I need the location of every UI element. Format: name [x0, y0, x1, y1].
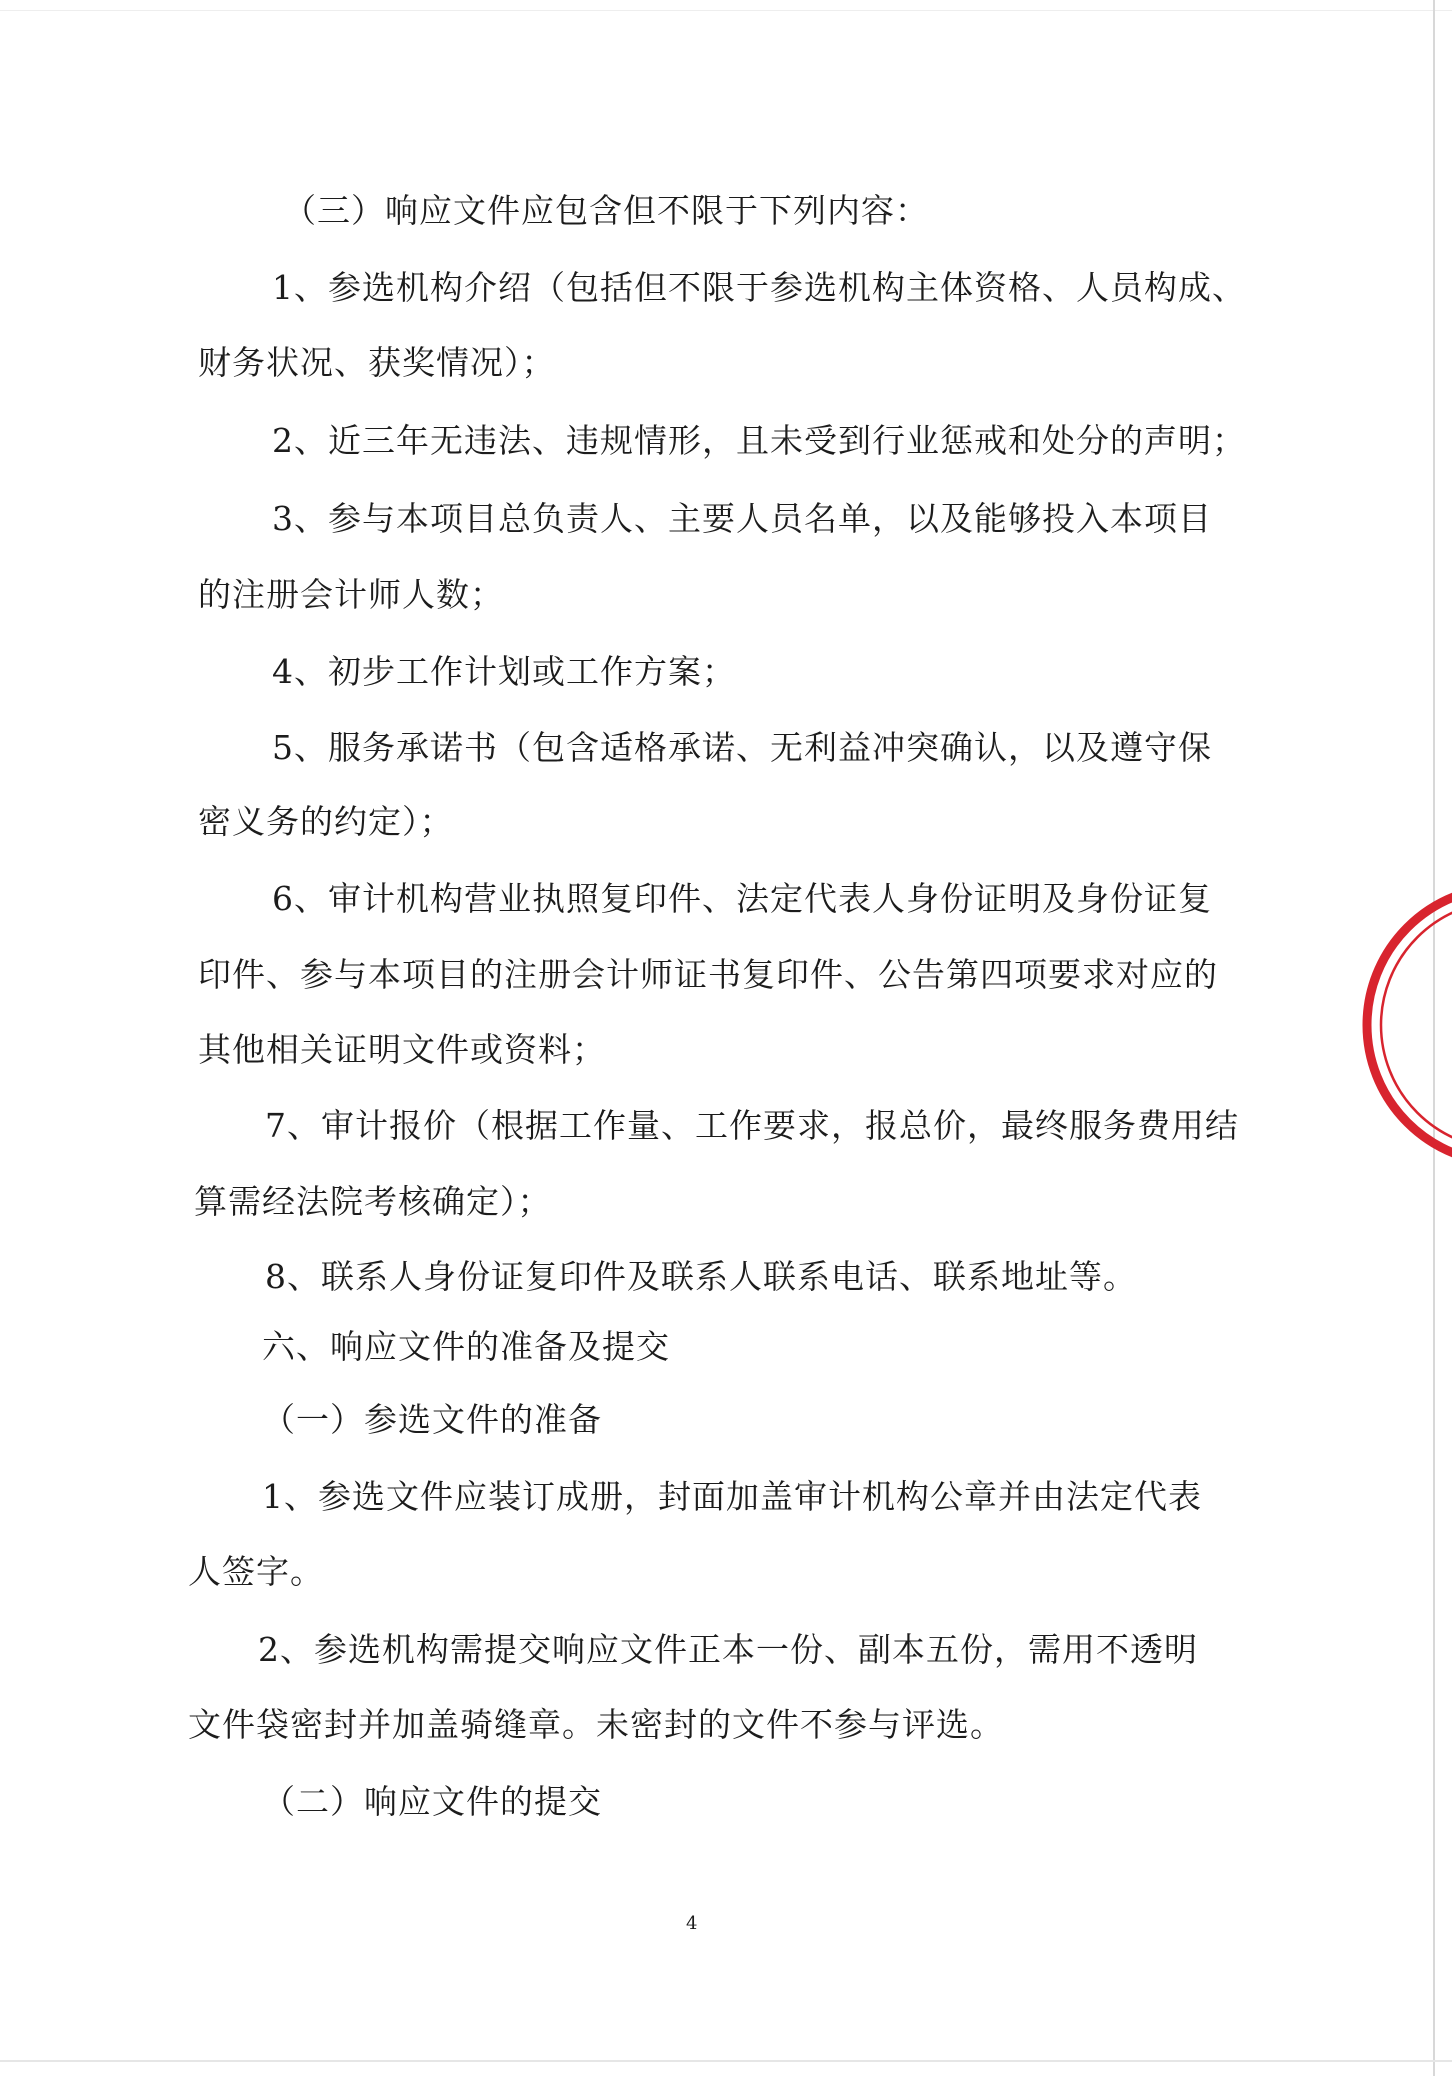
list-item-3-line-2: 的注册会计师人数；	[198, 575, 504, 614]
list-item-5-line-1: 5、服务承诺书（包含适格承诺、无利益冲突确认，以及遵守保	[272, 728, 1212, 767]
section-heading-six: 六、响应文件的准备及提交	[262, 1327, 670, 1366]
list-item-6-line-2: 印件、参与本项目的注册会计师证书复印件、公告第四项要求对应的	[198, 955, 1218, 994]
prep-item-2-line-1: 2、参选机构需提交响应文件正本一份、副本五份，需用不透明	[258, 1630, 1198, 1669]
list-item-4: 4、初步工作计划或工作方案；	[272, 652, 736, 691]
company-seal	[1355, 885, 1452, 1165]
page-number: 4	[686, 1913, 698, 1934]
prep-item-1-line-2: 人签字。	[188, 1552, 324, 1591]
list-item-6-line-1: 6、审计机构营业执照复印件、法定代表人身份证明及身份证复	[272, 879, 1212, 918]
seal-inner-ring	[1381, 901, 1452, 1149]
list-item-7-line-2: 算需经法院考核确定）；	[194, 1182, 552, 1221]
list-item-8: 8、联系人身份证复印件及联系人联系电话、联系地址等。	[265, 1257, 1137, 1296]
list-item-3-line-1: 3、参与本项目总负责人、主要人员名单，以及能够投入本项目	[272, 499, 1212, 538]
scan-edge-bottom	[0, 2060, 1452, 2062]
list-item-6-line-3: 其他相关证明文件或资料；	[198, 1030, 606, 1069]
list-item-7-line-1: 7、审计报价（根据工作量、工作要求，报总价，最终服务费用结	[265, 1106, 1239, 1145]
list-item-2: 2、近三年无违法、违规情形，且未受到行业惩戒和处分的声明；	[272, 421, 1246, 460]
list-item-1-line-1: 1、参选机构介绍（包括但不限于参选机构主体资格、人员构成、	[272, 268, 1246, 307]
subsection-heading-preparation: （一）参选文件的准备	[262, 1400, 602, 1439]
list-item-5-line-2: 密义务的约定）；	[198, 802, 454, 841]
section-heading-response-contents: （三）响应文件应包含但不限于下列内容：	[283, 191, 929, 230]
scan-edge-top	[0, 10, 1452, 11]
prep-item-2-line-2: 文件袋密封并加盖骑缝章。未密封的文件不参与评选。	[188, 1705, 1004, 1744]
prep-item-1-line-1: 1、参选文件应装订成册，封面加盖审计机构公章并由法定代表	[262, 1477, 1202, 1516]
seal-graphic	[1355, 885, 1452, 1165]
list-item-1-line-2: 财务状况、获奖情况）；	[198, 343, 556, 382]
subsection-heading-submission: （二）响应文件的提交	[262, 1782, 602, 1821]
